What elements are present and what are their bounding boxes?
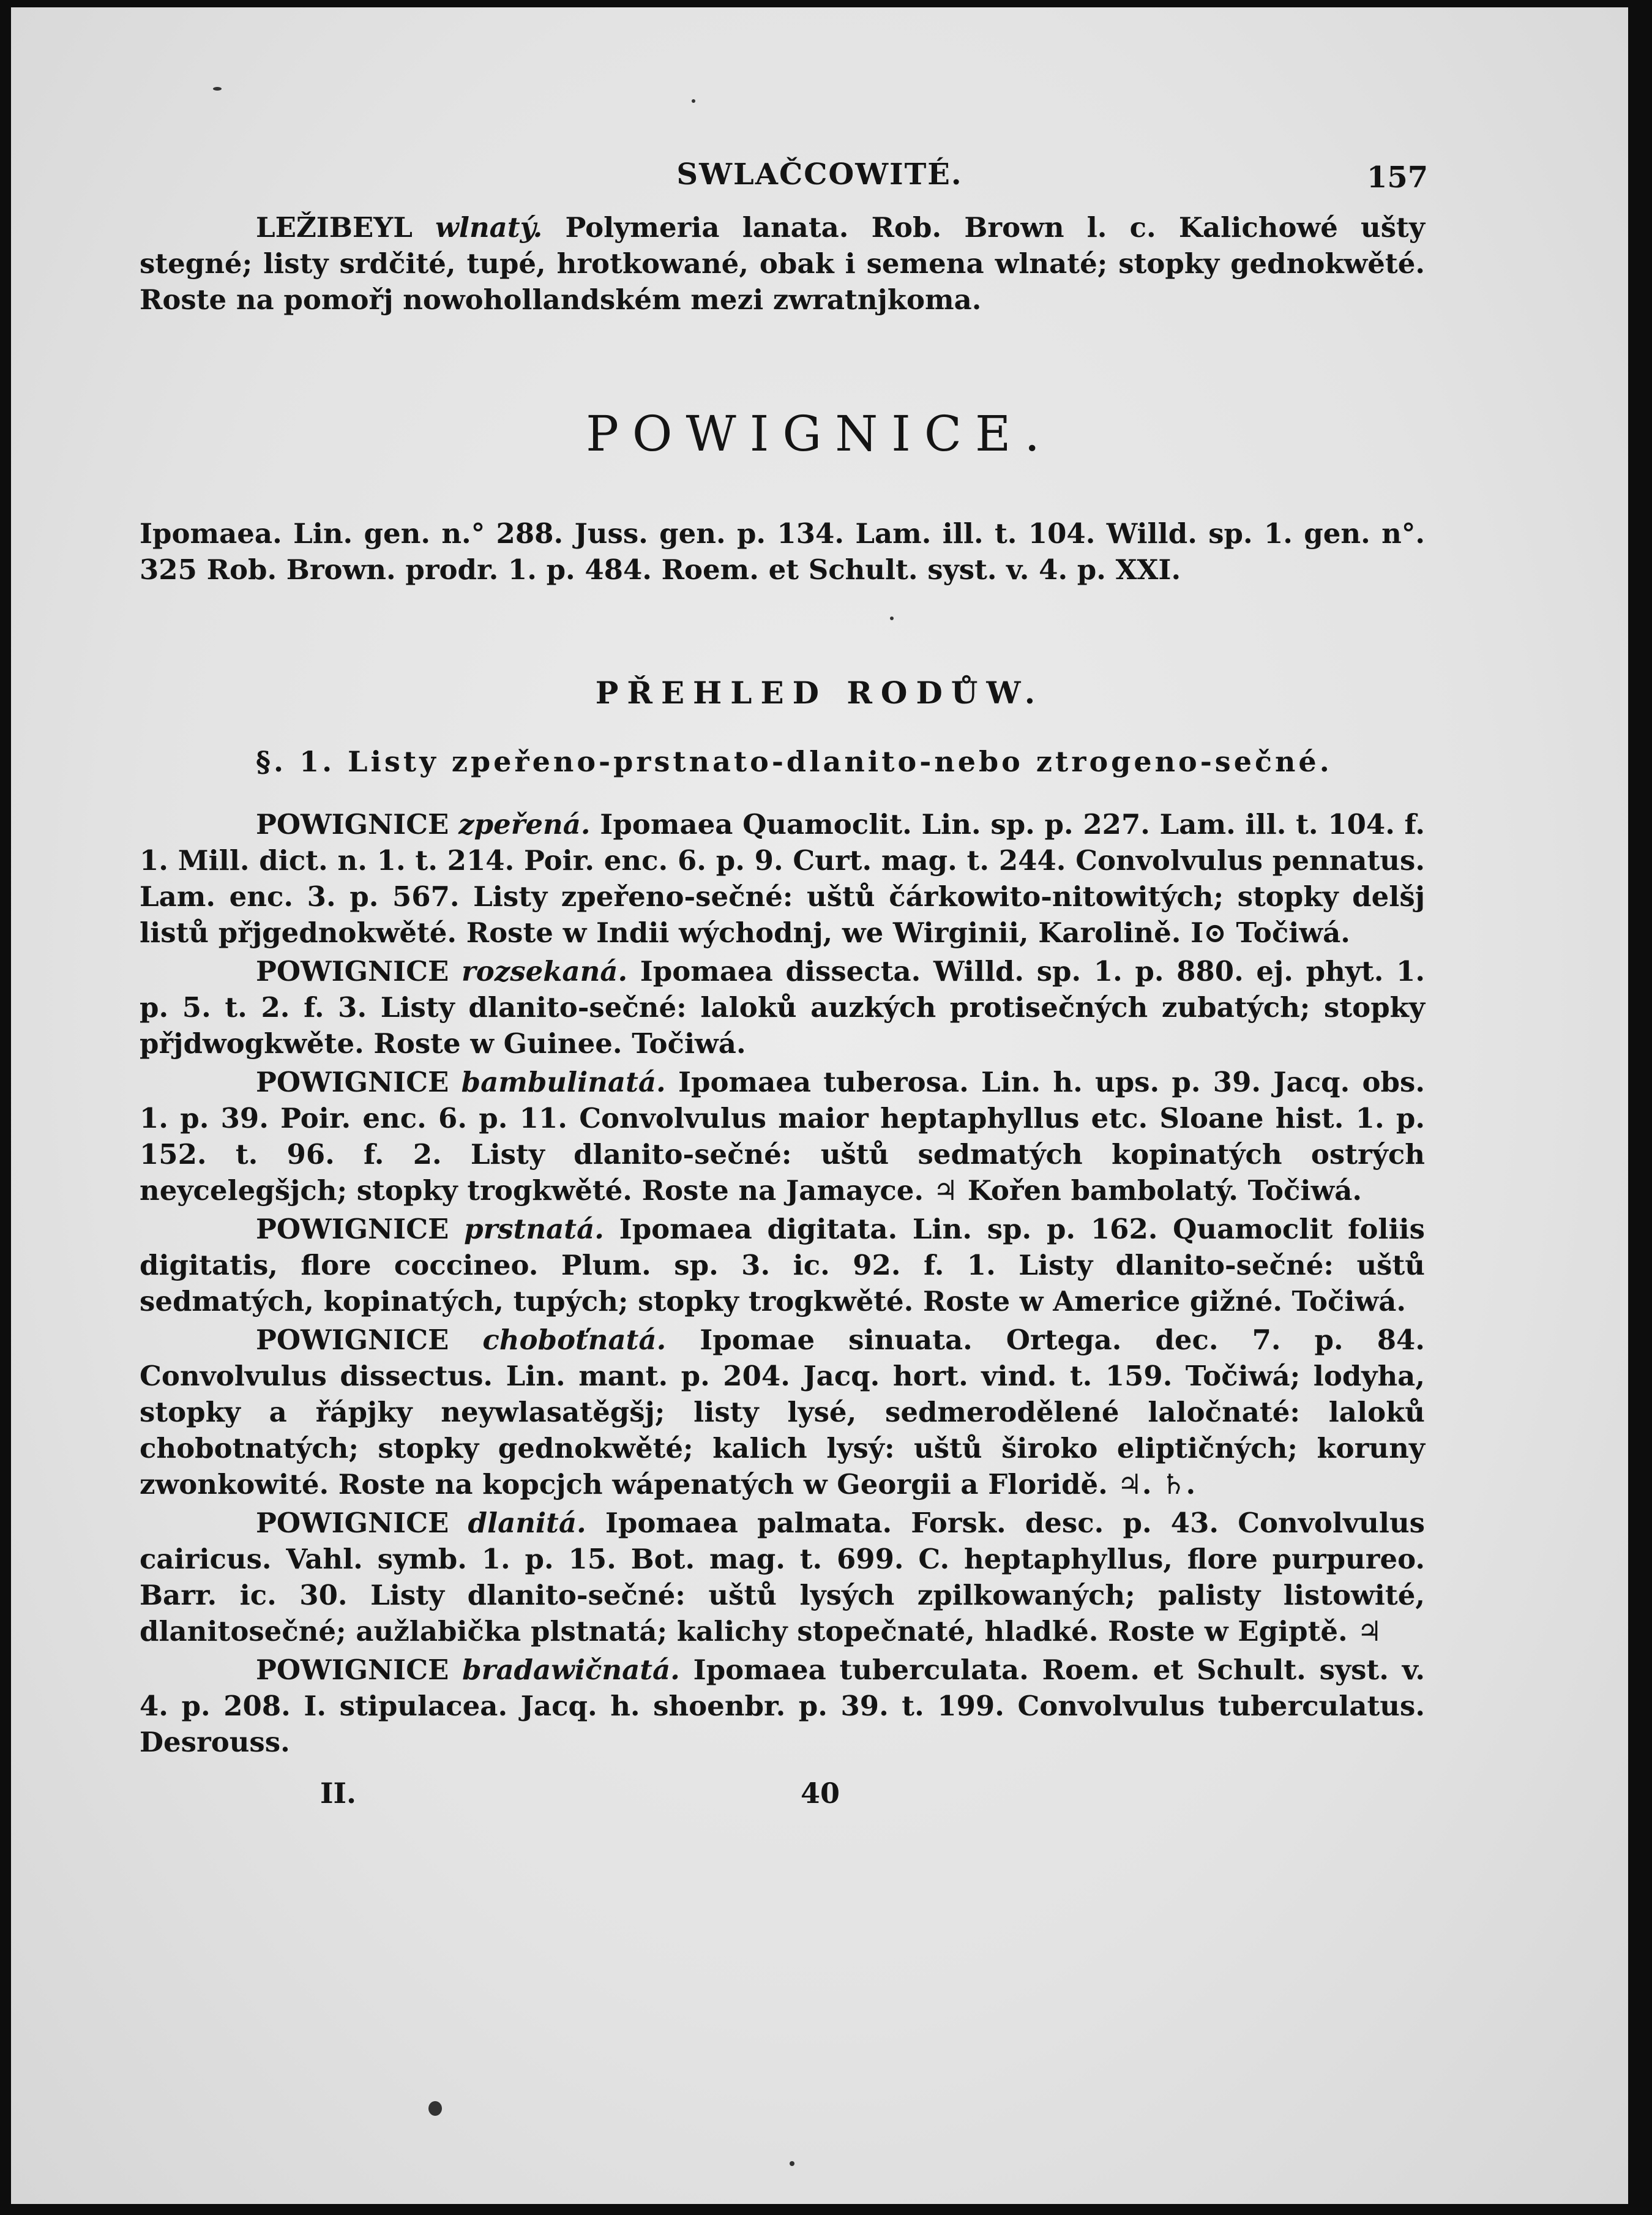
species-entry: [140, 1211, 1425, 1319]
species-entry: [140, 1322, 1425, 1502]
species-entry: [140, 953, 1425, 1062]
species-entry: [140, 1505, 1425, 1649]
species-text: Ipomaea tuberculata. Roem. et Schult. syst. v. 4. p. 208. I. stipulacea. Jacq. h. shoenbr. p. 39. t. 199. Convolvulus tuberculatus. Desrouss.: [140, 1654, 1426, 1758]
species-epithet: prstnatá.: [464, 1213, 604, 1245]
species-text: Ipomaea dissecta. Willd. sp. 1. p. 880. ej. phyt. 1. p. 5. t. 2. f. 3. Listy dlanito-sečné: laloků auzkých protisečných zubatých; stopky přjdwogkwěte. Roste w Guinee. Točiwá.: [140, 955, 1425, 1060]
scanned-page: [11, 7, 1628, 2204]
scan-speck: [790, 2161, 794, 2166]
species-epithet: dlanitá.: [468, 1507, 586, 1539]
intro-entry-text: Polymeria lanata. Rob. Brown l. c. Kalichowé ušty stegné; listy srdčité, tupé, hrotkowané, obak i semena wlnaté; stopky gednokwěté. Roste na pomořj nowohollandském mezi zwratnjkoma.: [140, 211, 1425, 316]
species-name: POWIGNICE: [256, 955, 449, 988]
scan-speck: [213, 87, 222, 91]
species-epithet: zpeřená.: [458, 808, 591, 841]
species-list: [140, 806, 1425, 1763]
species-text: Ipomaea palmata. Forsk. desc. p. 43. Convolvulus cairicus. Vahl. symb. 1. p. 15. Bot. mag. t. 699. C. heptaphyllus, flore purpureo. Barr. ic. 30. Listy dlanito-sečné: uštů lysých zpilkowaných; palisty listowité, dlanitosečné; aužlabička plstnatá; kalichy stopečnaté, hladké. Roste w Egiptě. ♃: [140, 1507, 1426, 1647]
species-name: POWIGNICE: [256, 1654, 449, 1686]
genus-synonymy: [140, 515, 1425, 590]
scan-speck: [890, 617, 894, 620]
species-entry: [140, 1064, 1425, 1209]
species-epithet: bradawičnatá.: [462, 1654, 680, 1686]
species-epithet: choboťnatá.: [482, 1324, 667, 1356]
species-text: Ipomaea digitata. Lin. sp. p. 162. Quamoclit foliis digitatis, flore coccineo. Plum. sp. 3. ic. 92. f. 1. Listy dlanito-sečné: uštů sedmatých, kopinatých, tupých; stopky trogkwěté. Roste w Americe gižné. Točiwá.: [140, 1213, 1425, 1317]
page-number: 157: [1367, 160, 1429, 195]
genus-title: POWIGNICE.: [586, 405, 1053, 462]
species-entry: [140, 806, 1425, 951]
species-epithet: rozsekaná.: [461, 955, 628, 988]
species-text: Ipomae sinuata. Ortega. dec. 7. p. 84. Convolvulus dissectus. Lin. mant. p. 204. Jacq. hort. vind. t. 159. Točiwá; lodyha, stopky a řápjky neywlasatěgšj; listy lysé, sedmerodělené laločnaté: laloků chobotnatých; stopky gednokwěté; kalich lysý: uštů široko eliptičných; koruny zwonkowité. Roste na kopcjch wápenatých w Georgii a Floridě. ♃. ♄.: [140, 1324, 1425, 1501]
species-name: POWIGNICE: [256, 1066, 449, 1098]
species-name: POWIGNICE: [256, 1507, 449, 1539]
species-name: POWIGNICE: [256, 1213, 449, 1245]
scan-speck: [692, 99, 695, 103]
section-heading: §. 1. Listy zpeřeno-prstnato-dlanito-nebo ztrogeno-sečné.: [256, 745, 1332, 778]
intro-entry-epithet: wlnatý.: [435, 211, 543, 244]
intro-entry-name: LEŽIBEYL: [256, 211, 413, 244]
running-title: SWLAČCOWITÉ.: [676, 157, 963, 192]
species-epithet: bambulinatá.: [461, 1066, 666, 1098]
scan-speck: [428, 2101, 442, 2116]
overview-title: PŘEHLED RODŮW.: [595, 675, 1044, 711]
species-text: Ipomaea Quamoclit. Lin. sp. p. 227. Lam. ill. t. 104. f. 1. Mill. dict. n. 1. t. 214. Poir. enc. 6. p. 9. Curt. mag. t. 244. Convolvulus pennatus. Lam. enc. 3. p. 567. Listy zpeřeno-sečné: uštů čárkowito-nitowitých; stopky delšj listů přjgednokwěté. Roste w Indii wýchodnj, we Wirginii, Karolině. I⊙ Točiwá.: [140, 808, 1425, 949]
gathering-number: 40: [801, 1777, 840, 1810]
signature-mark: II.: [320, 1777, 357, 1810]
species-entry: [140, 1652, 1425, 1760]
species-name: POWIGNICE: [256, 808, 449, 841]
intro-entry: [140, 209, 1425, 320]
species-name: POWIGNICE: [256, 1324, 449, 1356]
species-text: Ipomaea tuberosa. Lin. h. ups. p. 39. Jacq. obs. 1. p. 39. Poir. enc. 6. p. 11. Convolvulus maior heptaphyllus etc. Sloane hist. 1. p. 152. t. 96. f. 2. Listy dlanito-sečné: uštů sedmatých kopinatých ostrých neycelegšjch; stopky trogkwěté. Roste na Jamayce. ♃ Kořen bambolatý. Točiwá.: [140, 1066, 1426, 1207]
genus-synonymy-text: Ipomaea. Lin. gen. n.° 288. Juss. gen. p. 134. Lam. ill. t. 104. Willd. sp. 1. gen. n°. 325 Rob. Brown. prodr. 1. p. 484. Roem. et Schult. syst. v. 4. p. XXI.: [140, 517, 1425, 586]
